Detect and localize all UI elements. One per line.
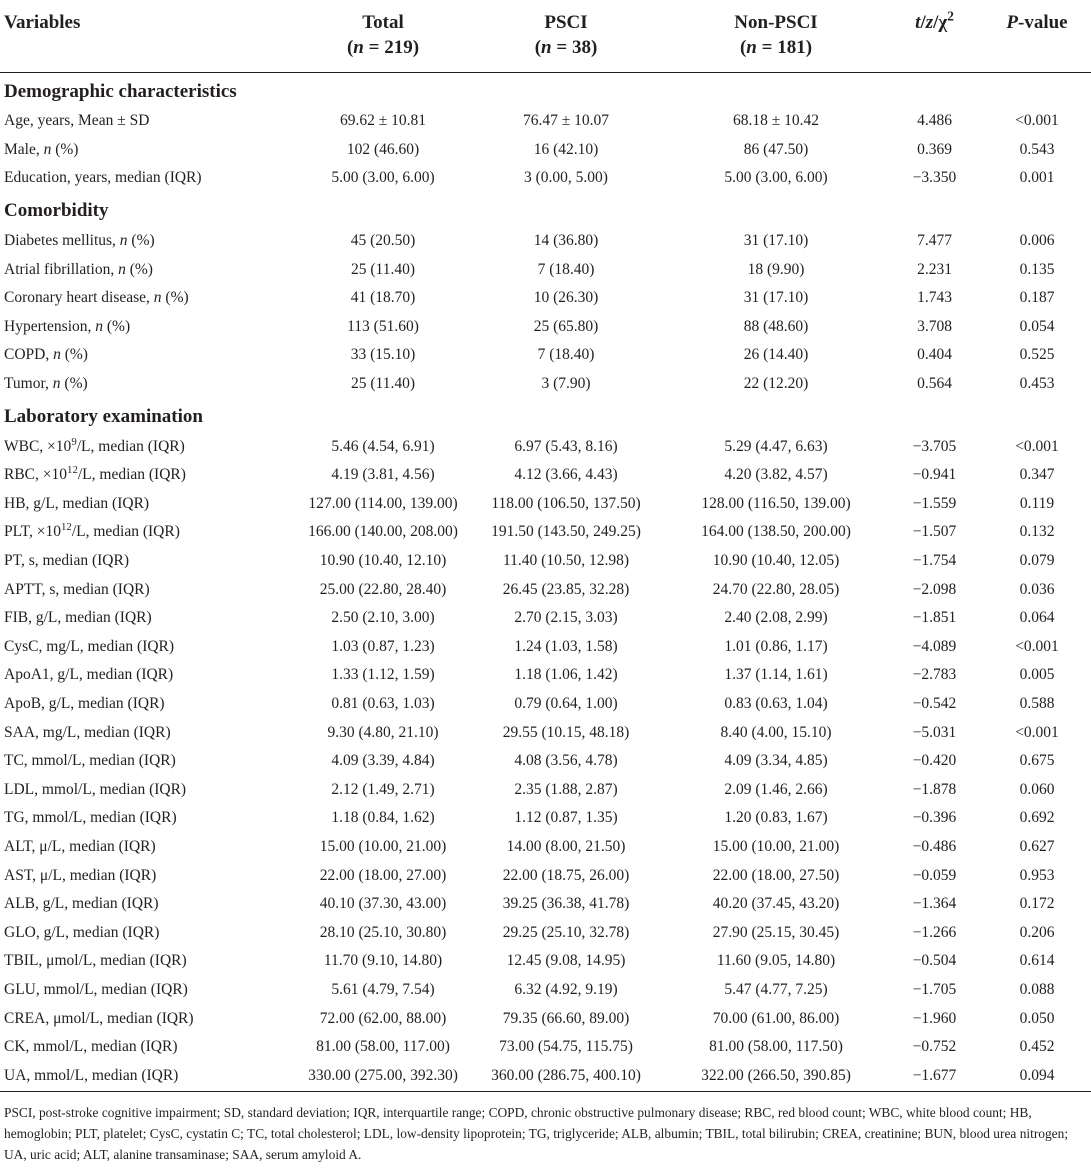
statistic-cell: 0.564: [917, 375, 952, 393]
total-cell: 11.70 (9.10, 14.80): [323, 952, 443, 970]
total-cell: 5.00 (3.00, 6.00): [331, 169, 435, 187]
variable-cell: Age, years, Mean ± SD: [4, 112, 150, 130]
total-cell: 0.81 (0.63, 1.03): [331, 694, 435, 712]
statistic-cell: −1.266: [912, 923, 957, 941]
table-row: [0, 518, 1091, 547]
table-row: [0, 661, 1091, 690]
statistic-cell: −1.754: [912, 552, 957, 570]
variable-cell: Tumor, n (%): [4, 375, 88, 393]
header-nonpsci-n: (n = 181): [739, 37, 813, 58]
variable-cell: CysC, mg/L, median (IQR): [4, 637, 175, 655]
variable-cell: Hypertension, n (%): [4, 317, 131, 335]
section-title: Demographic characteristics: [4, 80, 237, 102]
pvalue-cell: 0.006: [1019, 232, 1055, 250]
pvalue-cell: 0.088: [1019, 980, 1055, 998]
table-row: [0, 718, 1091, 747]
table-row: [0, 604, 1091, 633]
variable-cell: TBIL, μmol/L, median (IQR): [4, 952, 187, 970]
table-row: [0, 918, 1091, 947]
table-row: [0, 890, 1091, 919]
total-cell: 45 (20.50): [350, 232, 416, 250]
pvalue-cell: 0.001: [1019, 169, 1055, 187]
total-cell: 9.30 (4.80, 21.10): [327, 723, 439, 741]
psci-cell: 3 (7.90): [541, 375, 591, 393]
statistic-cell: −0.941: [912, 466, 957, 484]
total-cell: 166.00 (140.00, 208.00): [308, 523, 458, 541]
table-body: [0, 73, 1091, 1092]
total-cell: 25 (11.40): [351, 260, 415, 278]
pvalue-cell: 0.135: [1019, 260, 1055, 278]
table-row: [0, 461, 1091, 490]
table-row: [0, 633, 1091, 662]
section-title: Comorbidity: [4, 200, 109, 222]
variable-cell: FIB, g/L, median (IQR): [4, 609, 152, 627]
table-row: [0, 1033, 1091, 1062]
nonpsci-cell: 26 (14.40): [743, 346, 809, 364]
variable-cell: Diabetes mellitus, n (%): [4, 232, 155, 250]
pvalue-cell: 0.036: [1019, 580, 1055, 598]
table-row: [0, 107, 1091, 136]
header-pvalue: P-value: [1006, 12, 1068, 33]
total-cell: 1.18 (0.84, 1.62): [331, 809, 435, 827]
table-row: [0, 136, 1091, 165]
statistic-cell: −1.364: [912, 895, 957, 913]
total-cell: 69.62 ± 10.81: [339, 112, 426, 130]
statistic-cell: −1.705: [912, 980, 957, 998]
statistic-cell: −3.350: [912, 169, 957, 187]
nonpsci-cell: 27.90 (25.15, 30.45): [712, 923, 840, 941]
section-header-row: [0, 73, 1091, 108]
pvalue-cell: 0.094: [983, 1061, 1091, 1092]
header-statistic: $t/z/\chi^2$: [915, 8, 954, 33]
pvalue-cell: 0.453: [1019, 375, 1055, 393]
variable-cell: PLT, $\times 10^{12}/L$, median (IQR): [4, 521, 180, 541]
statistic-cell: −0.752: [912, 1038, 957, 1056]
total-cell: 5.61 (4.79, 7.54): [331, 980, 435, 998]
variable-cell: ALT, μ/L, median (IQR): [4, 837, 156, 855]
nonpsci-cell: 31 (17.10): [743, 289, 809, 307]
nonpsci-cell: 22.00 (18.00, 27.50): [712, 866, 840, 884]
psci-cell: 6.97 (5.43, 8.16): [514, 437, 618, 455]
variable-cell: WBC, $\times 10^9/L$, median (IQR): [4, 435, 185, 455]
table-row: [0, 804, 1091, 833]
statistic-cell: −0.542: [912, 694, 957, 712]
psci-cell: 29.25 (25.10, 32.78): [502, 923, 630, 941]
statistic-cell: −0.396: [912, 809, 957, 827]
total-cell: 2.50 (2.10, 3.00): [331, 609, 435, 627]
nonpsci-cell: 1.37 (1.14, 1.61): [724, 666, 828, 684]
psci-cell: 7 (18.40): [537, 260, 595, 278]
table-row: [0, 341, 1091, 370]
variable-cell: GLU, mmol/L, median (IQR): [4, 980, 188, 998]
psci-cell: 29.55 (10.15, 48.18): [502, 723, 630, 741]
nonpsci-cell: 5.29 (4.47, 6.63): [724, 437, 828, 455]
variable-cell: AST, μ/L, median (IQR): [4, 866, 157, 884]
table-row: [0, 1004, 1091, 1033]
table-row: [0, 775, 1091, 804]
total-cell: 10.90 (10.40, 12.10): [319, 552, 447, 570]
pvalue-cell: 0.588: [1019, 694, 1055, 712]
psci-cell: 39.25 (36.38, 41.78): [502, 895, 630, 913]
total-cell: 1.33 (1.12, 1.59): [331, 666, 435, 684]
total-cell: 5.46 (4.54, 6.91): [331, 437, 435, 455]
statistic-cell: −1.878: [912, 780, 957, 798]
table-header: [0, 0, 1091, 73]
variable-cell: CREA, μmol/L, median (IQR): [4, 1009, 194, 1027]
table-row: [0, 490, 1091, 519]
table-row: [0, 432, 1091, 461]
header-total-label: Total: [362, 12, 404, 33]
nonpsci-cell: 10.90 (10.40, 12.05): [712, 552, 840, 570]
nonpsci-cell: 86 (47.50): [743, 140, 809, 158]
variable-cell: Male, n (%): [4, 140, 79, 158]
psci-cell: 1.12 (0.87, 1.35): [514, 809, 618, 827]
pvalue-cell: 0.060: [1019, 780, 1055, 798]
pvalue-cell: 0.050: [1019, 1009, 1055, 1027]
pvalue-cell: 0.525: [1019, 346, 1055, 364]
table-footnote: PSCI, post-stroke cognitive impairment; SD, standard deviation; IQR, interquartile range; COPD, chronic obstructive pulmonary disease; RBC, red blood count; WBC, white blood count; HB, hemoglobin; PLT, platelet; CysC, cystatin C; TC, total cholesterol; LDL, low-density lipoprotein; TG, triglyceride; ALB, albumin; TBIL, total bilirubin; CREA, creatinine; BUN, blood urea nitrogen; UA, uric acid; ALT, alanine transaminase; SAA, serum amyloid A.: [4, 1105, 1069, 1163]
variable-cell: TG, mmol/L, median (IQR): [4, 809, 177, 827]
table-row: [0, 547, 1091, 576]
statistic-cell: −1.677: [886, 1061, 983, 1092]
nonpsci-cell: 5.47 (4.77, 7.25): [724, 980, 828, 998]
statistic-cell: −2.098: [912, 580, 957, 598]
header-variables: Variables: [4, 12, 81, 33]
nonpsci-cell: 68.18 ± 10.42: [732, 112, 819, 130]
psci-cell: 16 (42.10): [533, 140, 599, 158]
total-cell: 113 (51.60): [347, 317, 419, 335]
nonpsci-cell: 2.09 (1.46, 2.66): [724, 780, 828, 798]
nonpsci-cell: 81.00 (58.00, 117.50): [709, 1038, 843, 1056]
nonpsci-cell: 4.09 (3.34, 4.85): [724, 752, 828, 770]
variable-cell: SAA, mg/L, median (IQR): [4, 723, 171, 741]
nonpsci-cell: 128.00 (116.50, 139.00): [701, 494, 851, 512]
table-row: [0, 313, 1091, 342]
table-row: [0, 690, 1091, 719]
statistic-cell: −1.960: [912, 1009, 957, 1027]
nonpsci-cell: 18 (9.90): [747, 260, 805, 278]
statistic-cell: −0.504: [912, 952, 957, 970]
total-cell: 127.00 (114.00, 139.00): [308, 494, 458, 512]
psci-cell: 73.00 (54.75, 115.75): [499, 1038, 633, 1056]
nonpsci-cell: 5.00 (3.00, 6.00): [724, 169, 828, 187]
variable-cell: ApoA1, g/L, median (IQR): [4, 666, 174, 684]
pvalue-cell: 0.172: [1019, 895, 1055, 913]
table-row: [0, 284, 1091, 313]
nonpsci-cell: 164.00 (138.50, 200.00): [701, 523, 851, 541]
psci-cell: 191.50 (143.50, 249.25): [491, 523, 641, 541]
psci-cell: 118.00 (106.50, 137.50): [491, 494, 641, 512]
table-row: [0, 370, 1091, 399]
statistic-cell: −1.507: [912, 523, 957, 541]
psci-cell: 6.32 (4.92, 9.19): [514, 980, 618, 998]
section-header-row: [0, 398, 1091, 432]
table-row: [0, 947, 1091, 976]
statistic-cell: 0.369: [917, 140, 952, 158]
variable-cell: Coronary heart disease, n (%): [4, 289, 189, 307]
pvalue-cell: <0.001: [1015, 437, 1059, 455]
nonpsci-cell: 31 (17.10): [743, 232, 809, 250]
total-cell: 41 (18.70): [350, 289, 416, 307]
nonpsci-cell: 1.01 (0.86, 1.17): [724, 637, 828, 655]
statistic-cell: 0.404: [917, 346, 952, 364]
table-row: [0, 575, 1091, 604]
pvalue-cell: 0.206: [1019, 923, 1055, 941]
statistic-cell: −0.486: [912, 837, 957, 855]
header-psci-n: (n = 38): [534, 37, 598, 58]
statistic-cell: 7.477: [917, 232, 952, 250]
header-total-n: (n = 219): [346, 37, 420, 58]
psci-cell: 22.00 (18.75, 26.00): [502, 866, 630, 884]
table-row: [0, 861, 1091, 890]
pvalue-cell: 0.132: [1019, 523, 1055, 541]
statistic-cell: −0.059: [912, 866, 957, 884]
nonpsci-cell: 11.60 (9.05, 14.80): [716, 952, 836, 970]
psci-cell: 1.18 (1.06, 1.42): [514, 666, 618, 684]
psci-cell: 25 (65.80): [533, 317, 599, 335]
psci-cell: 4.12 (3.66, 4.43): [514, 466, 618, 484]
pvalue-cell: 0.079: [1019, 552, 1055, 570]
nonpsci-cell: 8.40 (4.00, 15.10): [720, 723, 832, 741]
variable-cell: APTT, s, median (IQR): [4, 580, 150, 598]
statistic-cell: 4.486: [917, 112, 952, 130]
total-cell: 33 (15.10): [350, 346, 416, 364]
pvalue-cell: <0.001: [1015, 637, 1059, 655]
table-row: [0, 747, 1091, 776]
header-row: [0, 0, 1091, 73]
psci-cell: 79.35 (66.60, 89.00): [502, 1009, 630, 1027]
psci-cell: 14.00 (8.00, 21.50): [506, 837, 626, 855]
variable-cell: HB, g/L, median (IQR): [4, 494, 150, 512]
psci-cell: 7 (18.40): [537, 346, 595, 364]
variable-cell: ApoB, g/L, median (IQR): [4, 694, 165, 712]
pvalue-cell: 0.692: [1019, 809, 1055, 827]
total-cell: 81.00 (58.00, 117.00): [316, 1038, 450, 1056]
pvalue-cell: <0.001: [1015, 723, 1059, 741]
pvalue-cell: 0.064: [1019, 609, 1055, 627]
total-cell: 1.03 (0.87, 1.23): [331, 637, 435, 655]
statistic-cell: −1.851: [912, 609, 957, 627]
nonpsci-cell: 2.40 (2.08, 2.99): [724, 609, 828, 627]
psci-cell: 0.79 (0.64, 1.00): [514, 694, 618, 712]
pvalue-cell: 0.119: [1019, 494, 1055, 512]
section-title: Laboratory examination: [4, 405, 203, 427]
total-cell: 4.09 (3.39, 4.84): [331, 752, 435, 770]
nonpsci-cell: 70.00 (61.00, 86.00): [712, 1009, 840, 1027]
nonpsci-cell: 4.20 (3.82, 4.57): [724, 466, 828, 484]
nonpsci-cell: 24.70 (22.80, 28.05): [712, 580, 840, 598]
pvalue-cell: 0.005: [1019, 666, 1055, 684]
header-psci: [466, 0, 666, 73]
pvalue-cell: 0.054: [1019, 317, 1055, 335]
nonpsci-cell: 88 (48.60): [743, 317, 809, 335]
total-cell: 330.00 (275.00, 392.30): [300, 1061, 466, 1092]
header-total: [300, 0, 466, 73]
header-nonpsci-label: Non-PSCI: [734, 12, 818, 33]
total-cell: 25 (11.40): [351, 375, 415, 393]
pvalue-cell: 0.452: [1019, 1038, 1055, 1056]
table-row: [0, 1061, 1091, 1092]
variable-cell: RBC, $\times 10^{12}/L$, median (IQR): [4, 464, 186, 484]
total-cell: 22.00 (18.00, 27.00): [319, 866, 447, 884]
psci-cell: 14 (36.80): [533, 232, 599, 250]
table-row: [0, 164, 1091, 193]
pvalue-cell: 0.543: [1019, 140, 1055, 158]
variable-cell: COPD, n (%): [4, 346, 88, 364]
nonpsci-cell: 322.00 (266.50, 390.85): [666, 1061, 886, 1092]
statistic-cell: −0.420: [912, 752, 957, 770]
variable-cell: LDL, mmol/L, median (IQR): [4, 780, 187, 798]
pvalue-cell: 0.627: [1019, 837, 1055, 855]
table-row: [0, 227, 1091, 256]
psci-cell: 2.35 (1.88, 2.87): [514, 780, 618, 798]
statistic-cell: 3.708: [917, 317, 952, 335]
nonpsci-cell: 15.00 (10.00, 21.00): [712, 837, 840, 855]
pvalue-cell: 0.953: [1019, 866, 1055, 884]
psci-cell: 1.24 (1.03, 1.58): [514, 637, 618, 655]
nonpsci-cell: 40.20 (37.45, 43.20): [712, 895, 840, 913]
pvalue-cell: 0.614: [1019, 952, 1055, 970]
variable-cell: Atrial fibrillation, n (%): [4, 260, 153, 278]
total-cell: 28.10 (25.10, 30.80): [319, 923, 447, 941]
variable-cell: CK, mmol/L, median (IQR): [4, 1038, 178, 1056]
nonpsci-cell: 0.83 (0.63, 1.04): [724, 694, 828, 712]
total-cell: 25.00 (22.80, 28.40): [319, 580, 447, 598]
table-row: [0, 833, 1091, 862]
total-cell: 2.12 (1.49, 2.71): [331, 780, 435, 798]
header-psci-label: PSCI: [544, 12, 588, 33]
psci-cell: 26.45 (23.85, 32.28): [502, 580, 630, 598]
pvalue-cell: <0.001: [1015, 112, 1059, 130]
statistic-cell: 2.231: [917, 260, 952, 278]
total-cell: 40.10 (37.30, 43.00): [319, 895, 447, 913]
statistic-cell: −4.089: [912, 637, 957, 655]
variable-cell: PT, s, median (IQR): [4, 552, 129, 570]
statistic-cell: −5.031: [912, 723, 957, 741]
variable-cell: Education, years, median (IQR): [4, 169, 202, 187]
psci-cell: 76.47 ± 10.07: [522, 112, 609, 130]
total-cell: 4.19 (3.81, 4.56): [331, 466, 435, 484]
nonpsci-cell: 22 (12.20): [743, 375, 809, 393]
psci-cell: 12.45 (9.08, 14.95): [506, 952, 626, 970]
psci-cell: 360.00 (286.75, 400.10): [466, 1061, 666, 1092]
variable-cell: GLO, g/L, median (IQR): [4, 923, 160, 941]
table-row: [0, 976, 1091, 1005]
variable-cell: TC, mmol/L, median (IQR): [4, 752, 176, 770]
statistic-cell: −2.783: [912, 666, 957, 684]
psci-cell: 3 (0.00, 5.00): [524, 169, 608, 187]
psci-cell: 11.40 (10.50, 12.98): [503, 552, 629, 570]
total-cell: 102 (46.60): [346, 140, 420, 158]
pvalue-cell: 0.347: [1019, 466, 1055, 484]
psci-cell: 4.08 (3.56, 4.78): [514, 752, 618, 770]
pvalue-cell: 0.187: [1019, 289, 1055, 307]
statistic-cell: 1.743: [917, 289, 952, 307]
table-row: [0, 255, 1091, 284]
nonpsci-cell: 1.20 (0.83, 1.67): [724, 809, 828, 827]
psci-cell: 10 (26.30): [533, 289, 599, 307]
header-nonpsci: [666, 0, 886, 73]
statistic-cell: −3.705: [912, 437, 957, 455]
psci-cell: 2.70 (2.15, 3.03): [514, 609, 618, 627]
variable-cell: ALB, g/L, median (IQR): [4, 895, 159, 913]
total-cell: 15.00 (10.00, 21.00): [319, 837, 447, 855]
total-cell: 72.00 (62.00, 88.00): [319, 1009, 447, 1027]
statistic-cell: −1.559: [912, 494, 957, 512]
variable-cell: UA, mmol/L, median (IQR): [0, 1061, 300, 1092]
pvalue-cell: 0.675: [1019, 752, 1055, 770]
section-header-row: [0, 193, 1091, 227]
